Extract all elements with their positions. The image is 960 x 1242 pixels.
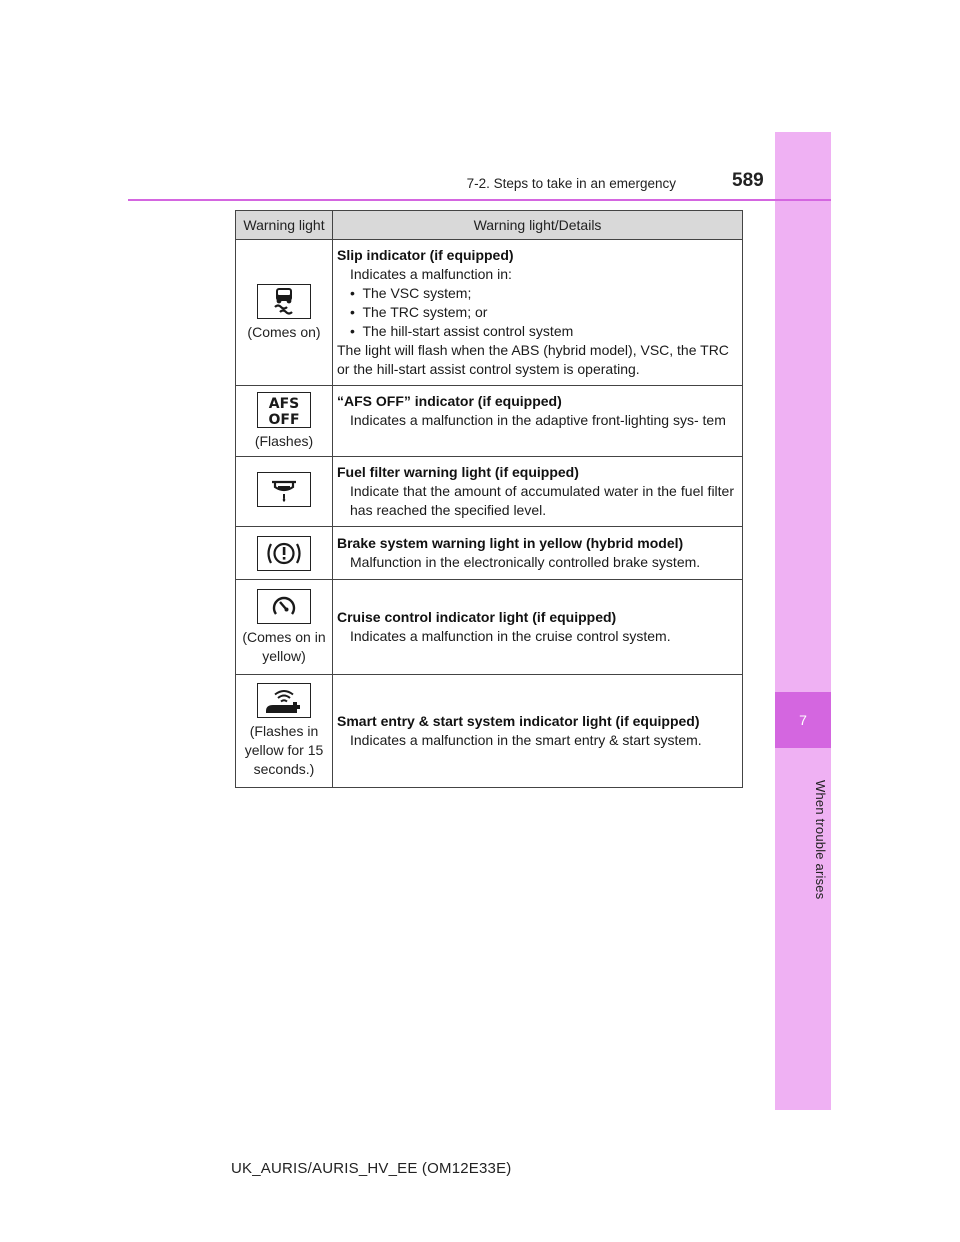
- warning-light-caption: (Comes on in yellow): [242, 628, 326, 664]
- svg-text:OFF: OFF: [268, 411, 300, 427]
- details-cell: [333, 457, 743, 527]
- details-cell: [333, 675, 743, 788]
- warning-light-title: Smart entry & start system indicator light (if equipped): [337, 713, 700, 729]
- warning-light-caption: (Flashes): [254, 432, 314, 449]
- warning-light-cell: [236, 527, 333, 580]
- bullet-item: • The hill-start assist control system: [350, 323, 574, 339]
- header-divider: [128, 199, 831, 201]
- detail-text: Indicates a malfunction in the adaptive front-lighting sys- tem: [350, 412, 726, 428]
- smart-key-icon: [257, 683, 311, 718]
- details-cell: [333, 527, 743, 580]
- chapter-title: When trouble arises: [813, 780, 828, 900]
- table-row: [236, 580, 743, 675]
- table-row: [236, 240, 743, 386]
- warning-light-title: “AFS OFF” indicator (if equipped): [337, 393, 562, 409]
- detail-text: Indicate that the amount of accumulated water in the fuel filter has reached the specified level.: [350, 483, 734, 518]
- warning-light-title: Slip indicator (if equipped): [337, 247, 514, 263]
- detail-text: Indicates a malfunction in the cruise control system.: [350, 628, 671, 644]
- warning-light-cell: [236, 240, 333, 386]
- afs-off-icon: [257, 392, 311, 428]
- chapter-number: 7: [775, 692, 831, 748]
- fuel-filter-icon: [257, 472, 311, 507]
- slip-indicator-icon: [257, 284, 311, 319]
- table-row: [236, 675, 743, 788]
- table-row: [236, 527, 743, 580]
- warning-light-title: Cruise control indicator light (if equipped): [337, 609, 617, 625]
- column-header-details: Warning light/Details: [333, 211, 743, 240]
- table-row: [236, 386, 743, 457]
- table-row: [236, 457, 743, 527]
- details-cell: [333, 580, 743, 675]
- page-number: 589: [732, 170, 764, 191]
- warning-light-caption: (Comes on): [247, 323, 321, 340]
- document-code-footer: UK_AURIS/AURIS_HV_EE (OM12E33E): [231, 1160, 512, 1177]
- warning-light-caption: (Flashes in yellow for 15 seconds.): [244, 723, 324, 777]
- warning-light-table: [235, 210, 743, 788]
- column-header-warning-light: Warning light: [236, 211, 333, 240]
- chapter-side-tab: [775, 132, 831, 1110]
- bullet-item: • The TRC system; or: [350, 304, 488, 320]
- details-cell: [333, 240, 743, 386]
- warning-light-title: Fuel filter warning light (if equipped): [337, 464, 579, 480]
- warning-light-cell: [236, 675, 333, 788]
- warning-light-title: Brake system warning light in yellow (hybrid model): [337, 535, 684, 551]
- detail-text: Indicates a malfunction in the smart entry & start system.: [350, 732, 702, 748]
- brake-warning-icon: [257, 536, 311, 571]
- detail-note: The light will flash when the ABS (hybrid model), VSC, the TRC or the hill-start assist control system is operating.: [337, 342, 729, 377]
- warning-light-cell: [236, 457, 333, 527]
- warning-light-cell: [236, 386, 333, 457]
- svg-text:AFS: AFS: [268, 395, 300, 412]
- warning-light-cell: [236, 580, 333, 675]
- cruise-control-icon: [257, 589, 311, 624]
- table-header-row: [236, 211, 743, 240]
- detail-text: Indicates a malfunction in:: [350, 266, 512, 282]
- details-cell: [333, 386, 743, 457]
- bullet-item: • The VSC system;: [350, 285, 472, 301]
- section-title: 7-2. Steps to take in an emergency: [466, 176, 676, 191]
- detail-text: Malfunction in the electronically controlled brake system.: [350, 554, 701, 570]
